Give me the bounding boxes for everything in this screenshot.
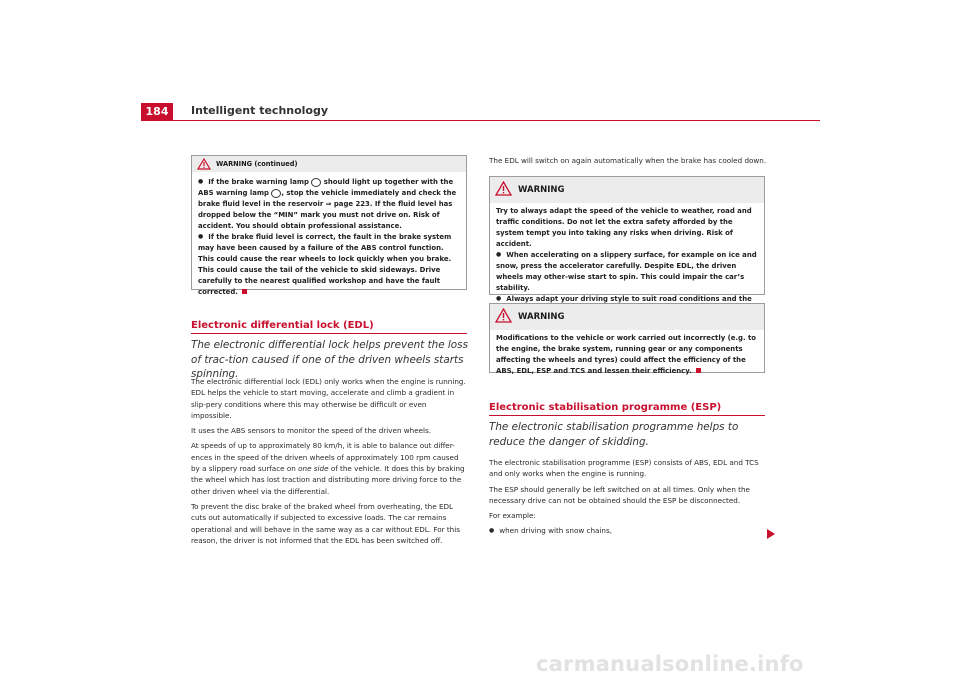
continue-arrow-icon[interactable] — [767, 529, 775, 539]
esp-bullet-1: ● when driving with snow chains, — [489, 525, 765, 537]
footer-watermark: carmanualsonline.info — [536, 652, 804, 676]
warning-1-heading: WARNING — [490, 177, 764, 203]
warning-1-bullet-2: ● Always adapt your driving style to suit road conditions and the — [496, 294, 758, 316]
header-divider — [141, 120, 820, 121]
end-of-section-marker — [242, 289, 247, 294]
edl-reactivation-text: The EDL will switch on again automatically when the brake has cooled down. — [489, 156, 767, 165]
warning-continued-heading: WARNING (continued) — [192, 156, 466, 172]
edl-paragraph-2: It uses the ABS sensors to monitor the speed of the driven wheels. — [191, 426, 432, 436]
page-number: 184 — [141, 103, 173, 120]
warning-box-2 — [489, 303, 765, 373]
warning-bullet-1: ● If the brake warning lamp should light up together with the ABS warning lamp , stop the vehicle immediately and check the brake fluid level in the reservoir ⇒ page 223. If the fluid level has dropped below the “MIN” mark you must not drive on. Risk of accident. You should obtain professional assistance. — [198, 177, 460, 232]
warning-1-intro: Try to always adapt the speed of the vehicle to weather, road and traffic conditions. Do not let the extra safety afforded by the system tempt you into taking any risks when driving. Risk of accident. — [496, 207, 752, 248]
esp-section-title: Electronic stabilisation programme (ESP) — [489, 402, 722, 413]
edl-title-rule — [191, 333, 467, 334]
warning-triangle-icon — [495, 308, 512, 323]
end-of-section-marker — [696, 368, 701, 373]
warning-box-1 — [489, 176, 765, 303]
warning-1-bullet-1: ● When accelerating on a slippery surface, for example on ice and snow, press the accelerator carefully. Despite EDL, the driven wheels may other-wise start to spin. This could impair the car’s stability. — [496, 250, 758, 294]
warning-continued-box — [191, 155, 467, 296]
warning-bullet-2: ● If the brake fluid level is correct, the fault in the brake system may have been caused by a failure of the ABS control function. This could cause the rear wheels to lock quickly when you brake. This could cause the tail of the vehicle to skid sideways. Drive carefully to the nearest qualified workshop and have the fault corrected. — [198, 232, 460, 298]
edl-paragraph-1: The electronic differential lock (EDL) only works when the engine is running. EDL helps the vehicle to start moving, accelerate and climb a gradient in slip-pery conditions where this may otherwise be difficult or even impossible. — [191, 377, 466, 420]
esp-paragraph-3: For example: — [489, 511, 536, 521]
esp-paragraph-2: The ESP should generally be left switched on at all times. Only when the necessary drive can not be obtained should the ESP be disconnected. — [489, 484, 750, 505]
brake-warning-lamp-icon — [311, 178, 321, 187]
edl-paragraph-4: To prevent the disc brake of the braked wheel from overheating, the EDL cuts out automatically if subjected to excessive loads. The car remains operational and will behave in the same way as a car without EDL. For this reason, the driver is not informed that the EDL has been switched off. — [191, 501, 460, 545]
esp-body — [489, 457, 765, 542]
edl-body — [191, 376, 467, 550]
esp-paragraph-1: The electronic stabilisation programme (ESP) consists of ABS, EDL and TCS and only works when the engine is running. — [489, 458, 759, 479]
warning-2-body: Modifications to the vehicle or work carried out incorrectly (e.g. to the engine, the brake system, running gear or any components affecting the wheels and tyres) could affect the efficiency of the ABS, EDL, ESP and TCS and lessen their efficiency. — [496, 334, 757, 375]
abs-warning-lamp-icon — [271, 189, 281, 198]
edl-subtitle: The electronic differential lock helps prevent the loss of trac-tion caused if one of the driven wheels starts spinning. — [191, 339, 468, 380]
edl-section-title: Electronic differential lock (EDL) — [191, 320, 374, 331]
warning-2-heading: WARNING — [490, 304, 764, 330]
warning-triangle-icon — [197, 158, 211, 170]
edl-paragraph-3: At speeds of up to approximately 80 km/h, it is able to balance out differ-ences in the speed of the driven wheels of approximately 100 rpm caused by a slippery road surface on one side of the vehicle. It does this by braking the wheel which has lost traction and distributing more driving force to the other driven wheel via the differential. — [191, 441, 465, 496]
esp-subtitle: The electronic stabilisation programme helps to reduce the danger of skidding. — [489, 421, 739, 448]
warning-triangle-icon — [495, 181, 512, 196]
page-title: Intelligent technology — [191, 104, 329, 117]
esp-title-rule — [489, 415, 765, 416]
